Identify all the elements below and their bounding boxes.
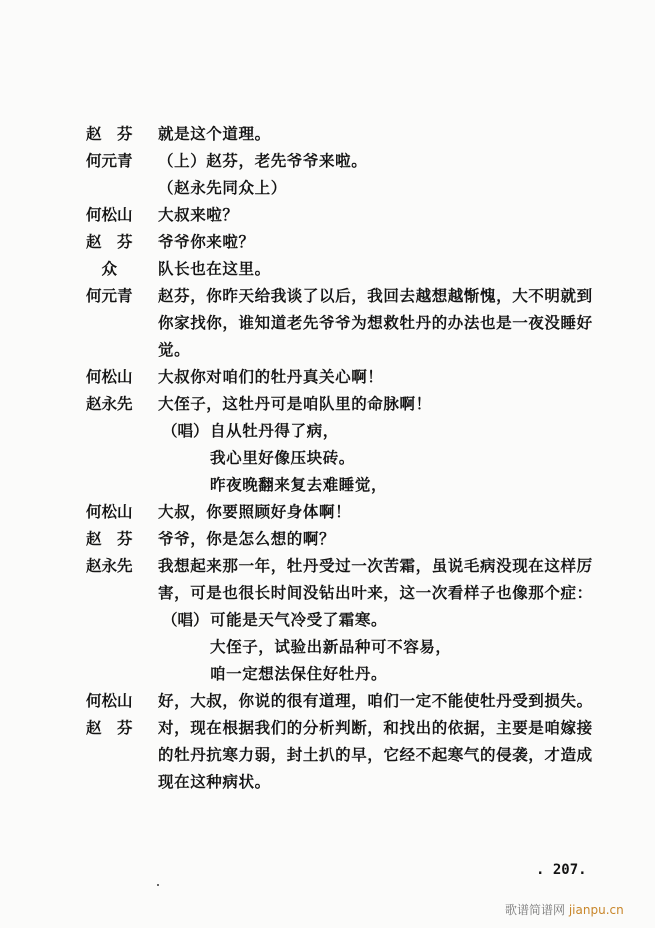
watermark-cn: 歌谱简谱网 bbox=[505, 903, 566, 917]
sung-text: 自从牡丹得了病， bbox=[210, 422, 339, 440]
speaker-name: 赵永先 bbox=[86, 557, 133, 575]
dialogue-line bbox=[86, 148, 596, 175]
sung-text: 大侄子，试验出新品种可不容易， bbox=[210, 638, 452, 656]
sung-text: 咱一定想法保住好牡丹。 bbox=[210, 665, 388, 683]
dialogue-line bbox=[86, 553, 596, 607]
watermark-site: jianpu.cn bbox=[568, 903, 624, 917]
speech-text: 就是这个道理。 bbox=[158, 125, 271, 143]
speech-text: 赵芬，你昨天给我谈了以后，我回去越想越惭愧，大不明就到你家找你，谁知道老先爷爷为想救牡丹的办法也是一夜没睡好觉。 bbox=[158, 287, 593, 359]
speech-text: 我想起来那一年，牡丹受过一次苦霜，虽说毛病没现在这样厉害，可是也很长时间没钻出叶来，这一次看样子也像那个症： bbox=[158, 557, 593, 602]
speech-text: 大叔，你要照顾好身体啊！ bbox=[158, 503, 352, 521]
speech-text: 队长也在这里。 bbox=[158, 260, 271, 278]
speaker-name: 赵 芬 bbox=[86, 530, 133, 548]
speaker-name: 众 bbox=[86, 260, 118, 278]
speaker-name: 何松山 bbox=[86, 503, 133, 521]
dialogue-line bbox=[86, 202, 596, 229]
sung-text: 可能是天气冷受了霜寒。 bbox=[210, 611, 388, 629]
dialogue-line bbox=[86, 283, 596, 364]
speaker-name: 何松山 bbox=[86, 206, 133, 224]
speech-text: 大叔你对咱们的牡丹真关心啊！ bbox=[158, 368, 384, 386]
sing-label: （唱） bbox=[162, 611, 209, 629]
dialogue-line bbox=[86, 121, 596, 148]
speaker-name: 何元青 bbox=[86, 287, 133, 305]
stage-direction: （赵永先同众上） bbox=[158, 179, 287, 197]
speech-text: 爷爷，你是怎么想的啊？ bbox=[158, 530, 336, 548]
page-number: . 207. bbox=[536, 862, 587, 878]
speech-text: 大侄子，这牡丹可是咱队里的命脉啊！ bbox=[158, 395, 432, 413]
dialogue-line bbox=[86, 229, 596, 256]
sung-text: 我心里好像压块砖。 bbox=[210, 449, 355, 467]
speaker-name: 赵 芬 bbox=[86, 233, 133, 251]
speech-text: 大叔来啦？ bbox=[158, 206, 239, 224]
sung-line bbox=[86, 418, 596, 445]
speech-text: 好，大叔，你说的很有道理，咱们一定不能使牡丹受到损失。 bbox=[158, 692, 593, 710]
speech-text: （上）赵芬，老先爷爷来啦。 bbox=[158, 152, 368, 170]
speaker-name: 何元青 bbox=[86, 152, 133, 170]
watermark bbox=[505, 901, 624, 918]
sung-line bbox=[86, 607, 596, 634]
speaker-name: 赵 芬 bbox=[86, 719, 133, 737]
dialogue-line bbox=[86, 364, 596, 391]
script-body bbox=[86, 121, 596, 796]
dialogue-line bbox=[86, 688, 596, 715]
scan-speck bbox=[157, 884, 159, 886]
dialogue-line bbox=[86, 715, 596, 796]
dialogue-line bbox=[86, 391, 596, 418]
sung-text: 昨夜晚翻来复去难睡觉， bbox=[210, 476, 388, 494]
speech-text: 爷爷你来啦？ bbox=[158, 233, 255, 251]
dialogue-line bbox=[86, 499, 596, 526]
speech-text: 对，现在根据我们的分析判断，和找出的依据，主要是咱嫁接的牡丹抗寒力弱，封土扒的早，它经不起寒气的侵袭，才造成现在这种病状。 bbox=[158, 719, 593, 791]
speaker-name: 何松山 bbox=[86, 692, 133, 710]
speaker-name: 何松山 bbox=[86, 368, 133, 386]
speaker-name: 赵永先 bbox=[86, 395, 133, 413]
sing-label: （唱） bbox=[162, 422, 209, 440]
dialogue-line bbox=[86, 526, 596, 553]
speaker-name: 赵 芬 bbox=[86, 125, 133, 143]
dialogue-line bbox=[86, 256, 596, 283]
